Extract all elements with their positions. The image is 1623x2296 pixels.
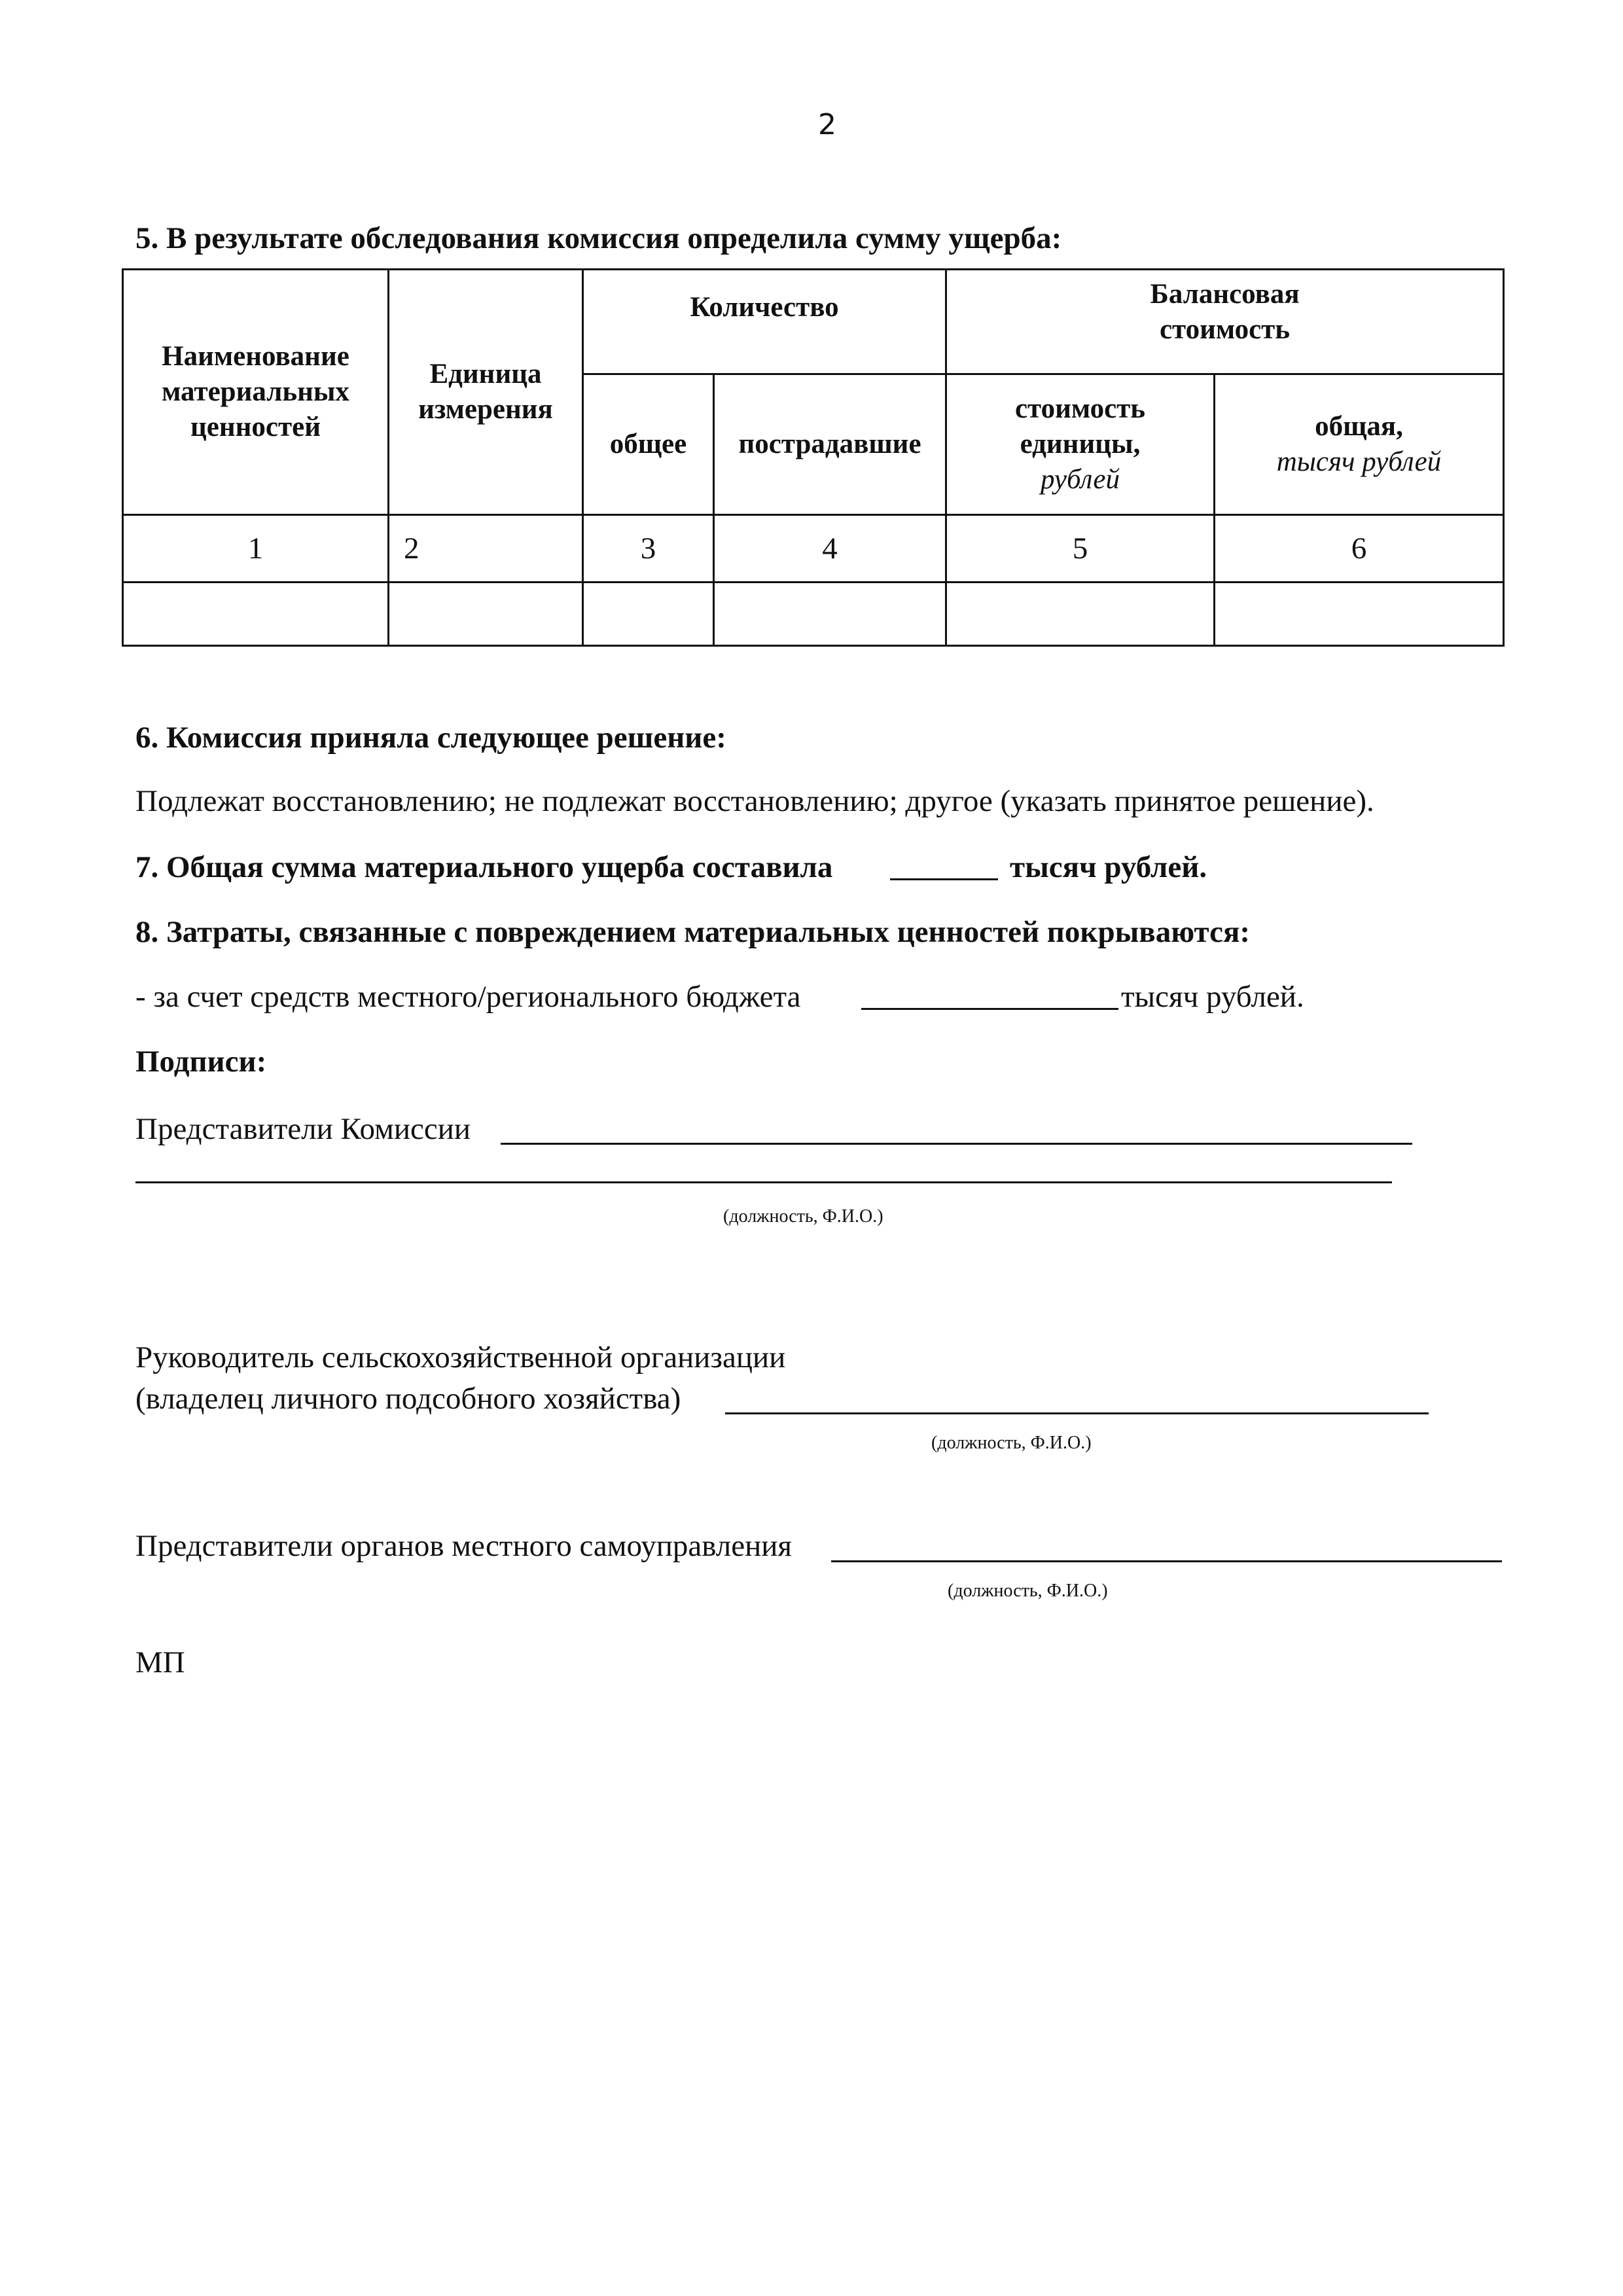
header-unit-line-2: измерения [418,394,553,425]
damage-table [122,268,1505,647]
commission-label: Представители Комиссии [135,1112,471,1146]
header-unit-cost-line-3: рублей [1041,463,1120,495]
local-gov-signature-line[interactable] [831,1560,1502,1562]
table-header-row-1 [123,270,1504,374]
section-8-text: - за счет средств местного/регионального бюджета [135,980,801,1014]
section-6-heading: 6. Комиссия приняла следующее решение: [135,721,726,755]
col-number-3: 3 [583,515,714,583]
budget-blank-line[interactable] [861,1008,1118,1010]
signatures-heading: Подписи: [135,1045,267,1079]
header-qty-total: общее [583,374,714,515]
section-7-text-after: тысяч рублей. [1010,850,1207,884]
header-quantity-label: Количество [690,292,839,323]
head-hint: (должность, Ф.И.О.) [931,1433,1092,1453]
total-damage-blank-line[interactable] [890,878,998,880]
header-total-cost-line-2: тысяч рублей [1276,446,1442,477]
commission-hint: (должность, Ф.И.О.) [723,1206,883,1227]
head-signature-line[interactable] [725,1412,1429,1414]
empty-cell[interactable] [583,583,714,646]
empty-cell[interactable] [1215,583,1504,646]
local-gov-label: Представители органов местного самоуправления [135,1529,793,1563]
header-name-line-3: ценностей [190,411,321,442]
head-label-line-2: (владелец личного подсобного хозяйства) [135,1382,681,1416]
local-gov-hint: (должность, Ф.И.О.) [948,1581,1108,1601]
empty-cell[interactable] [123,583,389,646]
stamp-placeholder: МП [135,1645,185,1679]
empty-cell[interactable] [946,583,1215,646]
col-number-4: 4 [714,515,946,583]
col-number-6: 6 [1215,515,1504,583]
header-unit [389,270,583,515]
header-total-cost-line-1: общая, [1315,411,1403,442]
header-balance-line-1: Балансовая [1150,279,1300,310]
header-name-line-2: материальных [162,376,349,408]
table-number-row [123,515,1504,583]
section-8-heading: 8. Затраты, связанные с повреждением материальных ценностей покрываются: [135,915,1251,949]
header-qty-affected: пострадавшие [714,374,946,515]
head-label-line-1: Руководитель сельскохозяйственной организации [135,1340,786,1374]
header-unit-cost-line-2: единицы, [1020,429,1141,460]
section-6-text: Подлежат восстановлению; не подлежат восстановлению; другое (указать принятое решение). [135,784,1374,818]
col-number-2: 2 [389,515,583,583]
commission-signature-line-2[interactable] [135,1181,1392,1183]
section-5-heading: 5. В результате обследования комиссия определила сумму ущерба: [135,221,1062,255]
col-number-1: 1 [123,515,389,583]
empty-cell[interactable] [714,583,946,646]
page-number: 2 [818,108,836,141]
section-8-text-after: тысяч рублей. [1121,980,1304,1014]
header-total-cost [1215,374,1504,515]
header-balance [946,270,1504,374]
commission-signature-line-1[interactable] [501,1143,1412,1145]
header-unit-cost [946,374,1215,515]
header-quantity [583,270,946,374]
header-balance-line-2: стоимость [1159,314,1291,345]
section-7-text-before: 7. Общая сумма материального ущерба составила [135,850,833,884]
header-name [123,270,389,515]
empty-cell[interactable] [389,583,583,646]
header-unit-cost-line-1: стоимость [1014,393,1146,425]
table-row-empty [123,583,1504,646]
header-name-line-1: Наименование [162,341,349,372]
header-unit-line-1: Единица [429,359,542,390]
col-number-5: 5 [946,515,1215,583]
